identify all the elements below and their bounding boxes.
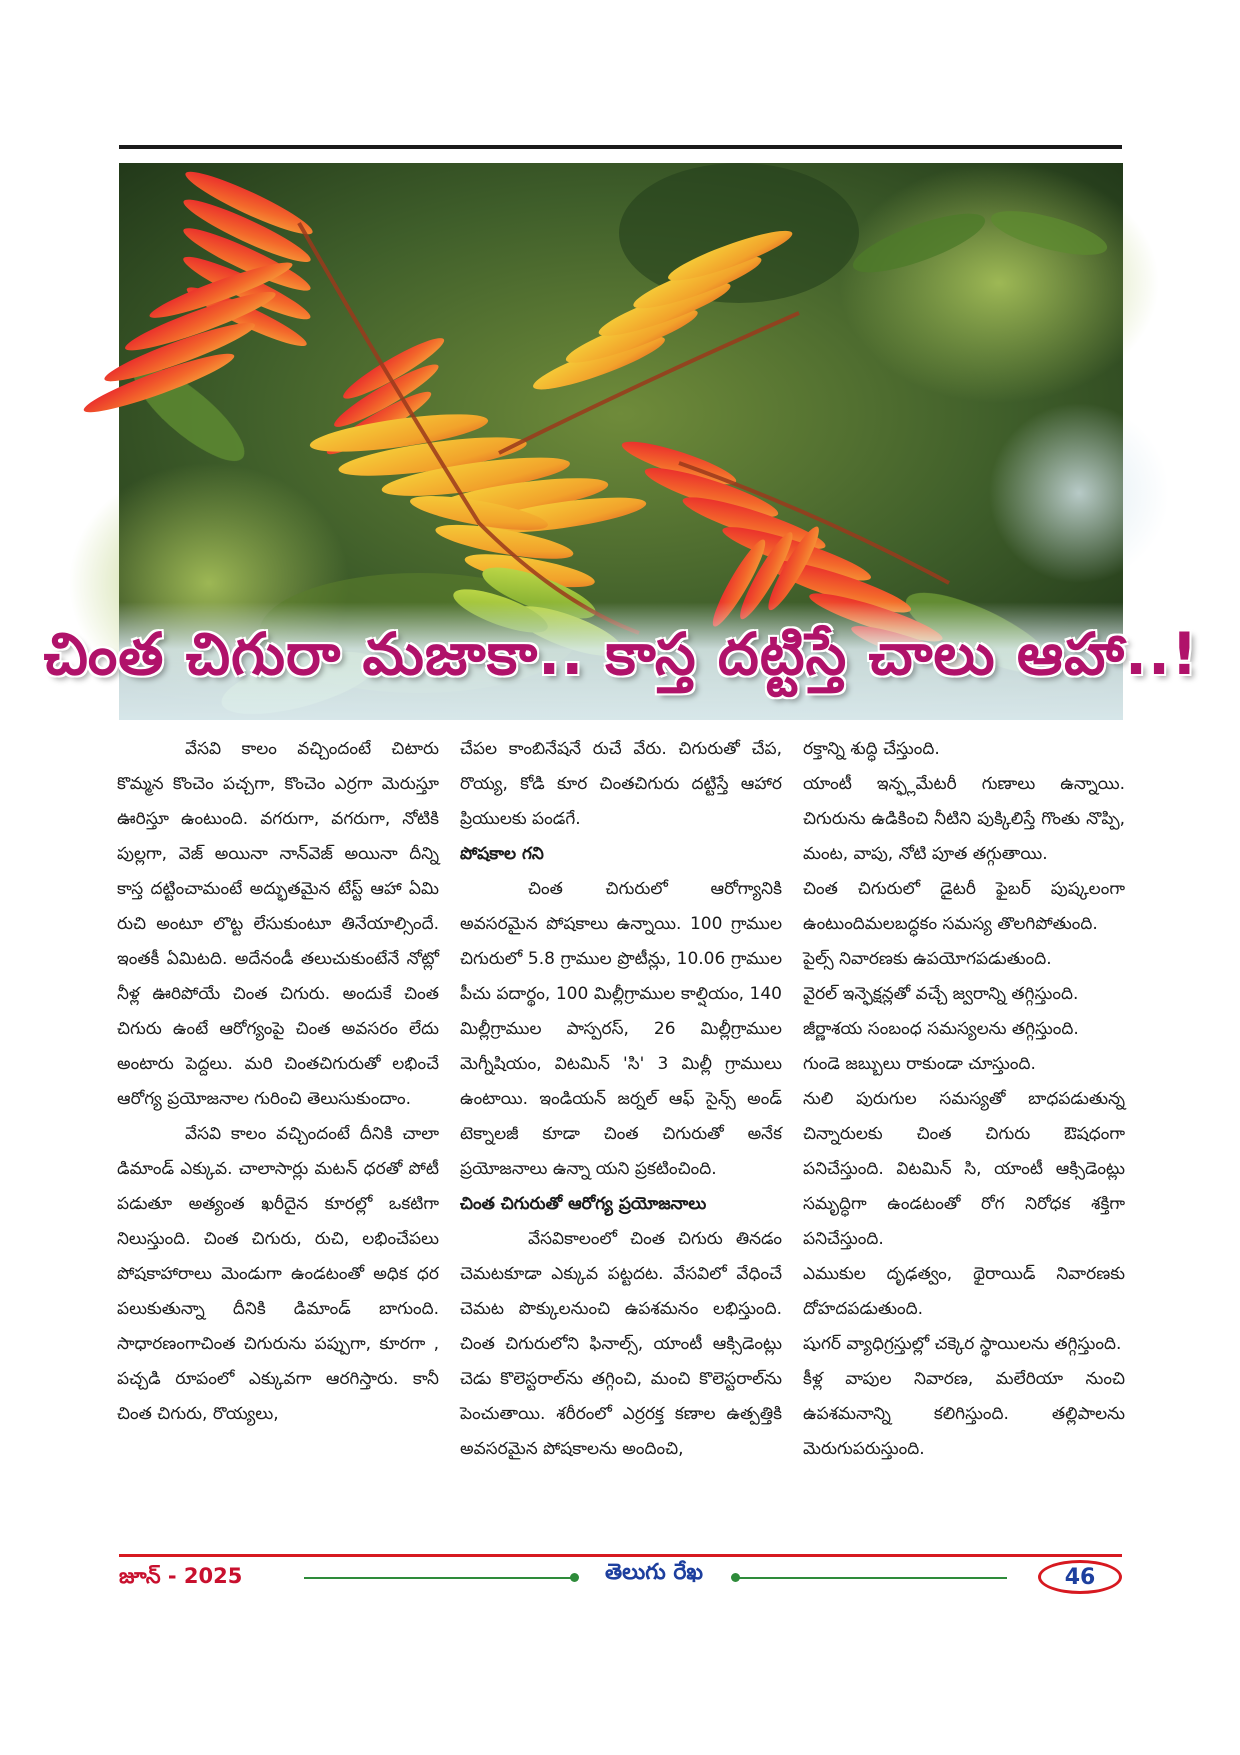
paragraph: చింత చిగురులో ఆరోగ్యానికి అవసరమైన పోషకాలు ఉన్నాయి. 100 గ్రాముల చిగురులో 5.8 గ్రాముల ప్రొటీన్లు, 10.06 గ్రాముల పీచు పదార్థం, 100 మిల్లీగ్రాముల కాల్షియం, 140 మిల్లీగ్రాముల పాస్పరస్, 26 మిల్లీగ్రాముల మెగ్నీషియం, విటమిన్ 'సి' 3 మిల్లీ గ్రాములు ఉంటాయి. ఇండియన్ జర్నల్ ఆఫ్ సైన్స్ అండ్ టెక్నాలజీ కూడా చింత చిగురుతో అనేక ప్రయోజనాలు ఉన్నా యని ప్రకటించింది. [460, 879, 782, 1179]
paragraph: రక్తాన్ని శుద్ధి చేస్తుంది. [803, 739, 940, 759]
paragraph: చేపల కాంబినేషనే రుచే వేరు. చిగురుతో చేప, రొయ్య, కోడి కూర చింతచిగురు దట్టిస్తే ఆహార ప్రియులకు పండగే. [460, 739, 782, 829]
paragraph: చింత చిగురులో డైటరీ ఫైబర్ పుష్కలంగా ఉంటుందిమలబద్ధకం సమస్య తొలగిపోతుంది. [803, 879, 1125, 934]
issue-date: జూన్ - 2025 [119, 1564, 243, 1588]
section-heading: చింత చిగురుతో ఆరోగ్య ప్రయోజనాలు [460, 1194, 707, 1214]
footer-divider-right [737, 1577, 1007, 1579]
paragraph: గుండె జబ్బులు రాకుండా చూస్తుంది. [803, 1054, 1036, 1074]
hero-image [43, 163, 1199, 720]
paragraph: యాంటీ ఇన్ఫ్లమేటరీ గుణాలు ఉన్నాయి. చిగురును ఉడికించి నీటిని పుక్కిలిస్తే గొంతు నొప్పి, మంట, వాపు, నోటి పూత తగ్గుతాయి. [803, 774, 1125, 864]
paragraph: ఎముకుల దృఢత్వం, థైరాయిడ్ నివారణకు దోహదపడుతుంది. [803, 1264, 1125, 1319]
footer-rule [119, 1554, 1122, 1557]
section-heading: పోషకాల గని [460, 844, 544, 864]
article-title: చింత చిగురా మజాకా.. కాస్త దట్టిస్తే చాలు ఆహా..! [43, 619, 1199, 688]
paragraph: కీళ్ల వాపుల నివారణ, మలేరియా నుంచి ఉపశమనాన్ని కలిగిస్తుంది. తల్లిపాలను మెరుగుపరుస్తుంది. [803, 1369, 1125, 1459]
footer-dot-left [570, 1573, 579, 1582]
paragraph: షుగర్ వ్యాధిగ్రస్తుల్లో చక్కెర స్థాయిలను తగ్గిస్తుంది. [803, 1334, 1122, 1354]
article-title-banner [43, 602, 1199, 720]
article-body [117, 732, 1125, 1547]
paragraph: వేసవి కాలం వచ్చిందంటే చిటారు కొమ్మన కొంచెం పచ్చగా, కొంచెం ఎర్రగా మెరుస్తూ ఊరిస్తూ ఉంటుంది. వగరుగా, వగరుగా, నోటికి పుల్లగా, వెజ్ అయినా నాన్‌వెజ్ అయినా దీన్ని కాస్త దట్టించామంటే అద్భుతమైన టేస్ట్ ఆహా ఏమి రుచి అంటూ లొట్ట లేసుకుంటూ తినేయాల్సిందే. ఇంతకీ ఏమిటది. అదేనండీ తలుచుకుంటేనే నోట్లో నీళ్ల ఊరిపోయే చింత చిగురు. అందుకే చింత చిగురు ఉంటే ఆరోగ్యంపై చింత అవసరం లేదు అంటారు పెద్దలు. మరి చింతచిగురుతో లభించే ఆరోగ్య ప్రయోజనాల గురించి తెలుసుకుందాం. [117, 739, 439, 1109]
column-3 [803, 732, 1125, 1547]
magazine-name: తెలుగు రేఖ [604, 1560, 704, 1585]
page-footer [119, 1560, 1122, 1596]
footer-divider-left [304, 1577, 574, 1579]
paragraph: పైల్స్ నివారణకు ఉపయోగపడుతుంది. [803, 949, 1052, 969]
column-1 [117, 732, 439, 1547]
page-number-badge [1038, 1560, 1122, 1594]
paragraph: నులి పురుగుల సమస్యతో బాధపడుతున్న చిన్నారులకు చింత చిగురు ఔషధంగా పనిచేస్తుంది. విటమిన్ సి, యాంటీ ఆక్సిడెంట్లు సమృద్ధిగా ఉండటంతో రోగ నిరోధక శక్తిగా పనిచేస్తుంది. [803, 1089, 1125, 1249]
paragraph: వైరల్ ఇన్ఫెక్షన్లతో వచ్చే జ్వరాన్ని తగ్గిస్తుంది. [803, 984, 1079, 1004]
page-number: 46 [1064, 1564, 1096, 1590]
column-2 [460, 732, 782, 1547]
paragraph: జీర్ణాశయ సంబంధ సమస్యలను తగ్గిస్తుంది. [803, 1019, 1079, 1039]
paragraph: వేసవి కాలం వచ్చిందంటే దీనికి చాలా డిమాండ్ ఎక్కువ. చాలాసార్లు మటన్ ధరతో పోటీ పడుతూ అత్యంత ఖరీదైన కూరల్లో ఒకటిగా నిలుస్తుంది. చింత చిగురు, రుచి, లభించేపలు పోషకాహారాలు మెండుగా ఉండటంతో అధిక ధర పలుకుతున్నా దీనికి డిమాండ్ బాగుంది. సాధారణంగాచింత చిగురును పప్పుగా, కూరగా , పచ్చడి రూపంలో ఎక్కువగా ఆరగిస్తారు. కానీ చింత చిగురు, రొయ్యలు, [117, 1124, 439, 1424]
paragraph: వేసవికాలంలో చింత చిగురు తినడం చెమటకూడా ఎక్కువ పట్టదట. వేసవిలో వేధించే చెమట పొక్కులనుంచి ఉపశమనం లభిస్తుంది. చింత చిగురులోని ఫినాల్స్, యాంటీ ఆక్సిడెంట్లు చెడు కొలెస్టరాల్‌ను తగ్గించి, మంచి కొలెస్టరాల్‌ను పెంచుతాయి. శరీరంలో ఎర్రరక్త కణాల ఉత్పత్తికి అవసరమైన పోషకాలను అందించి, [460, 1229, 782, 1459]
top-rule [119, 145, 1122, 149]
